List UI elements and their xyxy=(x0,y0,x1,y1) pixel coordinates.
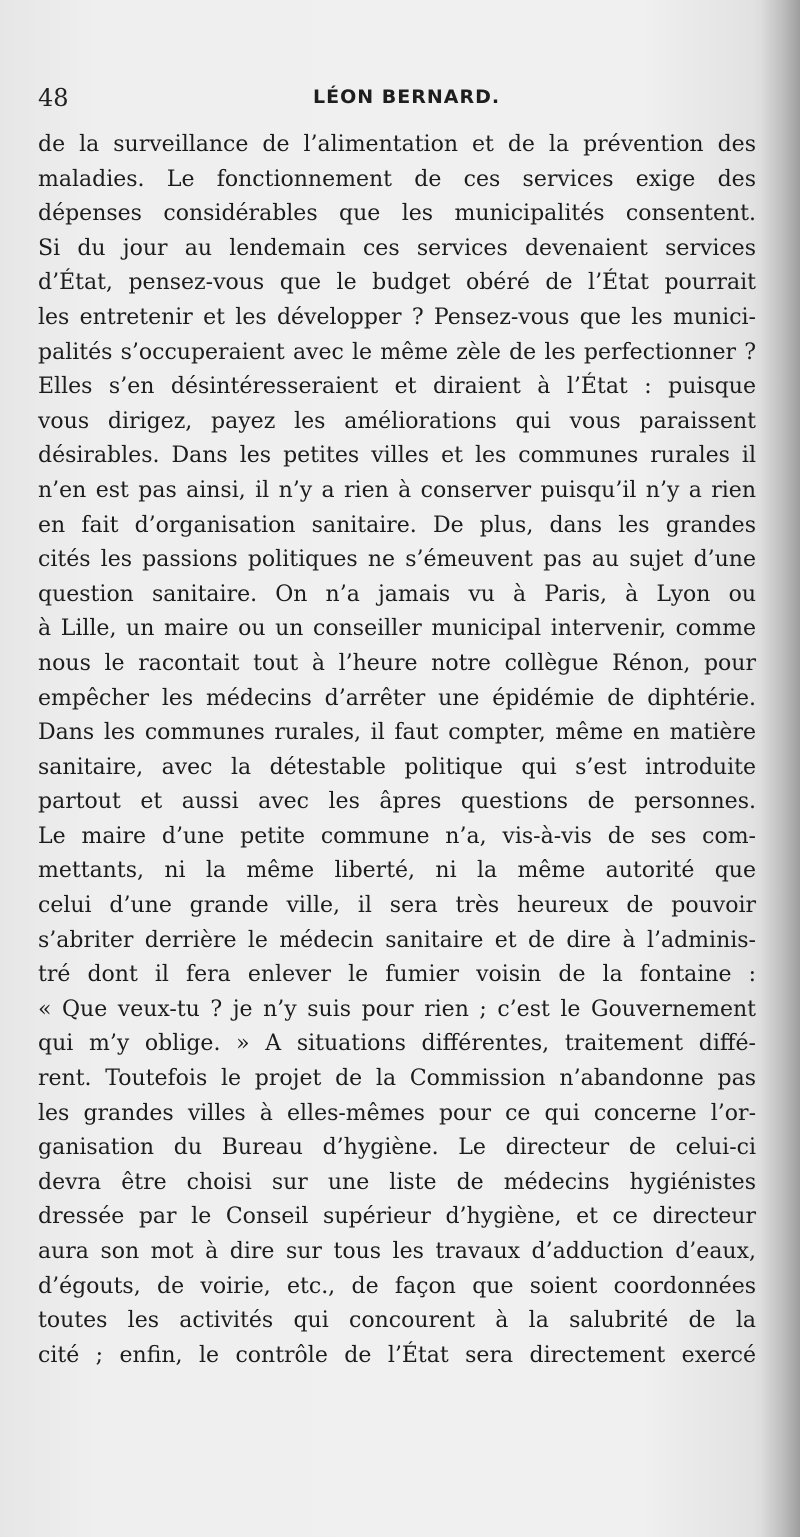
text-line: partout et aussi avec les âpres questions de personnes. xyxy=(38,789,756,815)
text-line: à Lille, un maire ou un conseiller municipal intervenir, comme xyxy=(38,616,756,642)
text-line: de la surveillance de l’alimentation et de la prévention des xyxy=(38,132,756,157)
running-head: LÉON BERNARD. xyxy=(313,86,501,108)
text-line: cité ; enfin, le contrôle de l’État sera directement exercé xyxy=(38,1342,756,1368)
text-line: empêcher les médecins d’arrêter une épidémie de diphtérie. xyxy=(38,685,756,711)
text-line: mettants, ni la même liberté, ni la même autorité que xyxy=(38,858,756,884)
text-line: d’égouts, de voirie, etc., de façon que soient coordonnées xyxy=(38,1273,756,1299)
text-line: nous le racontait tout à l’heure notre collègue Rénon, pour xyxy=(38,650,756,676)
text-line: question sanitaire. On n’a jamais vu à Paris, à Lyon ou xyxy=(38,581,756,607)
text-line: toutes les activités qui concourent à la salubrité de la xyxy=(38,1308,756,1334)
text-line: maladies. Le fonctionnement de ces services exige des xyxy=(38,166,756,192)
text-line: Si du jour au lendemain ces services devenaient services xyxy=(38,235,756,261)
text-line: aura son mot à dire sur tous les travaux d’adduction d’eaux, xyxy=(38,1239,756,1264)
page-edge-shadow xyxy=(760,0,800,1537)
text-line: devra être choisi sur une liste de médecins hygiénistes xyxy=(38,1169,756,1195)
text-line: « Que veux-tu ? je n’y suis pour rien ; c’est le Gouvernement xyxy=(38,996,756,1022)
body-text xyxy=(38,128,756,1373)
page-number: 48 xyxy=(38,84,69,112)
text-line: Le maire d’une petite commune n’a, vis-à-vis de ses com- xyxy=(38,823,756,849)
text-line: rent. Toutefois le projet de la Commission n’abandonne pas xyxy=(38,1066,756,1092)
text-line: dépenses considérables que les municipalités consentent. xyxy=(38,201,756,227)
text-line: sanitaire, avec la détestable politique qui s’est introduite xyxy=(38,754,756,780)
page-header xyxy=(38,84,758,120)
text-line: ganisation du Bureau d’hygiène. Le directeur de celui-ci xyxy=(38,1135,756,1161)
text-line: tré dont il fera enlever le fumier voisin de la fontaine : xyxy=(38,962,756,988)
text-line: désirables. Dans les petites villes et les communes rurales il xyxy=(38,443,756,469)
text-line: en fait d’organisation sanitaire. De plus, dans les grandes xyxy=(38,512,756,538)
text-line: qui m’y oblige. » A situations différentes, traitement diffé- xyxy=(38,1031,756,1057)
text-line: les entretenir et les développer ? Pensez-vous que les munici- xyxy=(38,304,756,330)
text-line: d’État, pensez-vous que le budget obéré de l’État pourrait xyxy=(38,270,756,296)
text-line: s’abriter derrière le médecin sanitaire et de dire à l’adminis- xyxy=(38,927,756,953)
text-line: celui d’une grande ville, il sera très heureux de pouvoir xyxy=(38,893,756,919)
text-line: cités les passions politiques ne s’émeuvent pas au sujet d’une xyxy=(38,547,756,573)
text-line: dressée par le Conseil supérieur d’hygiène, et ce directeur xyxy=(38,1204,756,1230)
text-line: n’en est pas ainsi, il n’y a rien à conserver puisqu’il n’y a rien xyxy=(38,477,756,503)
text-line: vous dirigez, payez les améliorations qui vous paraissent xyxy=(38,408,756,434)
text-line: palités s’occuperaient avec le même zèle de les perfectionner ? xyxy=(38,339,756,365)
text-line: les grandes villes à elles-mêmes pour ce qui concerne l’or- xyxy=(38,1100,756,1126)
text-line: Elles s’en désintéresseraient et diraient à l’État : puisque xyxy=(38,374,756,400)
text-line: Dans les communes rurales, il faut compter, même en matière xyxy=(38,720,756,746)
